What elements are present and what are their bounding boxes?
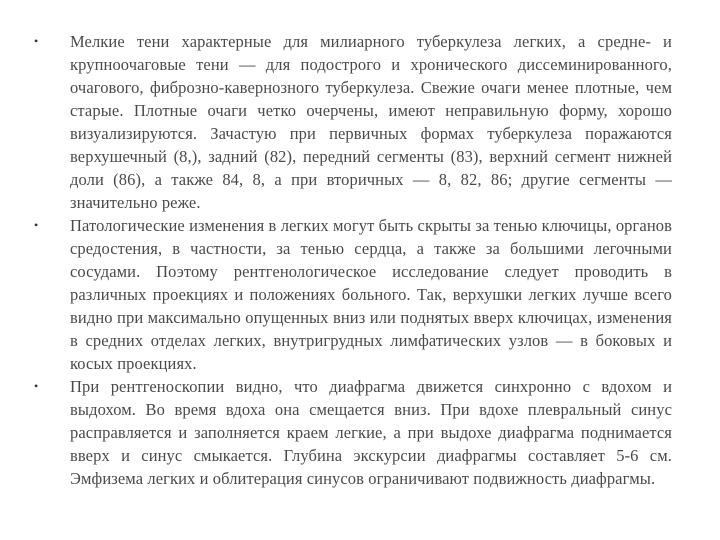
bullet-marker: • [34, 218, 39, 232]
paragraph-hidden-changes: Патологические изменения в легких могут быть скрыты за тенью ключицы, органов средостения, в частности, за тенью сердца, а также за большими легочными сосудами. Поэтому рентгенологическое исследование следует проводить в различных проекциях и положениях больного. Так, верхушки легких лучше всего видно при максимально опущенных вниз или поднятых вверх ключицах, изменения в средних отделах легких, внутригрудных лимфатических узлов — в боковых и косых проекциях. [70, 216, 672, 373]
bullet-marker: • [34, 379, 39, 393]
paragraph-diaphragm: При рентгеноскопии видно, что диафрагма движется синхронно с вдохом и выдохом. Во время вдоха она смещается вниз. При вдохе плевральный синус расправляется и заполняется краем легкие, а при выдохе диафрагма поднимается вверх и синус смыкается. Глубина экскурсии диафрагмы составляет 5-6 см. Эмфизема легких и облитерация синусов ограничивают подвижность диафрагмы. [70, 377, 672, 488]
list-item [34, 214, 672, 375]
list-item [34, 30, 672, 214]
list-item [34, 375, 672, 490]
paragraph-miliary-tuberculosis: Мелкие тени характерные для милиарного туберкулеза легких, а средне- и крупноочаговые тени — для подострого и хронического диссеминированного, очагового, фиброзно-кавернозного туберкулеза. Свежие очаги менее плотные, чем старые. Плотные очаги четко очерчены, имеют неправильную форму, хорошо визуализируются. Зачастую при первичных формах туберкулеза поражаются верхушечный (8,), задний (82), передний сегменты (83), верхний сегмент нижней доли (86), а также 84, 8, а при вторичных — 8, 82, 86; другие сегменты — значительно реже. [70, 32, 672, 212]
bullet-list [34, 30, 672, 490]
bullet-marker: • [34, 34, 39, 48]
